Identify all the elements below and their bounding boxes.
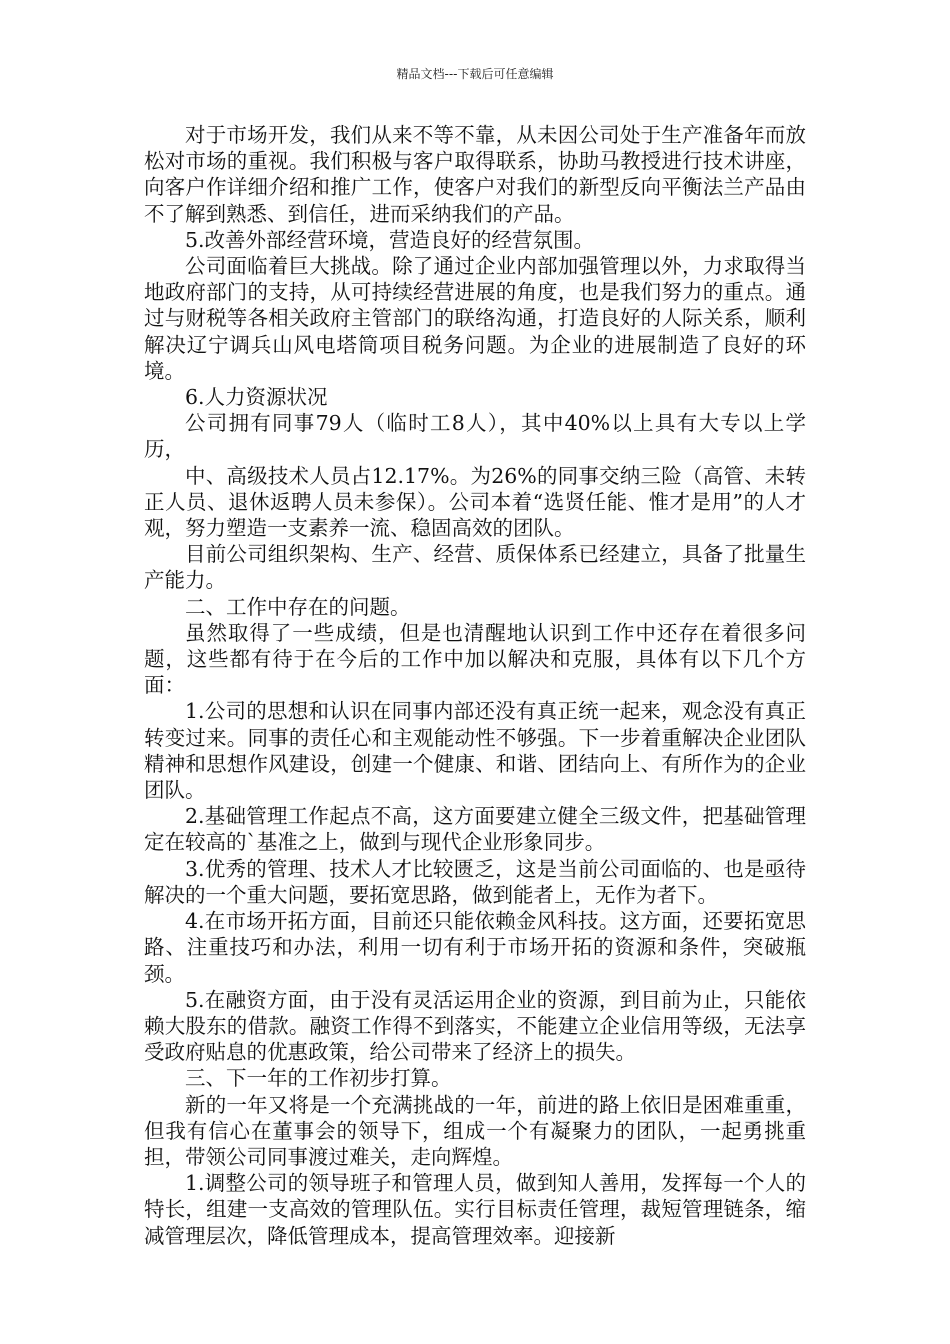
document-body xyxy=(144,122,806,1249)
paragraph-organization: 目前公司组织架构、生产、经营、质保体系已经建立，具备了批量生产能力。 xyxy=(144,542,806,593)
paragraph-problem-3: 3.优秀的管理、技术人才比较匮乏，这是当前公司面临的、也是亟待解决的一个重大问题，要拓宽思路，做到能者上，无作为者下。 xyxy=(144,856,806,907)
paragraph-staff-count: 公司拥有同事79人（临时工8人），其中40%以上具有大专以上学历， xyxy=(144,411,806,462)
paragraph-problem-5: 5.在融资方面，由于没有灵活运用企业的资源，到目前为止，只能依赖大股东的借款。融资工作得不到落实，不能建立企业信用等级，无法享受政府贴息的优惠政策，给公司带来了经济上的损失。 xyxy=(144,987,806,1065)
paragraph-government-support: 公司面临着巨大挑战。除了通过企业内部加强管理以外，力求取得当地政府部门的支持，从可持续经营进展的角度，也是我们努力的重点。通过与财税等各相关政府主管部门的联络沟通，打造良好的人际关系，顺利解决辽宁调兵山风电塔筒项目税务问题。为企业的进展制造了良好的环境。 xyxy=(144,254,806,383)
paragraph-problem-2: 2.基础管理工作起点不高，这方面要建立健全三级文件，把基础管理定在较高的`基准之上，做到与现代企业形象同步。 xyxy=(144,804,806,855)
paragraph-problem-4: 4.在市场开拓方面，目前还只能依赖金风科技。这方面，还要拓宽思路、注重技巧和办法，利用一切有利于市场开拓的资源和条件，突破瓶颈。 xyxy=(144,909,806,986)
paragraph-plan-1: 1.调整公司的领导班子和管理人员，做到知人善用，发挥每一个人的特长，组建一支高效的管理队伍。实行目标责任管理，裁短管理链条，缩减管理层次，降低管理成本，提高管理效率。迎接新 xyxy=(144,1171,806,1248)
paragraph-problems-intro: 虽然取得了一些成绩，但是也清醒地认识到工作中还存在着很多问题，这些都有待于在今后的工作中加以解决和克服，具体有以下几个方面： xyxy=(144,620,806,698)
paragraph-technical-staff: 中、高级技术人员占12.17%。为26%的同事交纳三险（高管、未转正人员、退休返聘人员未参保）。公司本着“选贤任能、惟才是用”的人才观，努力塑造一支素养一流、稳固高效的团队。 xyxy=(144,463,806,541)
paragraph-next-year-intro: 新的一年又将是一个充满挑战的一年，前进的路上依旧是困难重重，但我有信心在董事会的领导下，组成一个有凝聚力的团队，一起勇挑重担，带领公司同事渡过难关，走向辉煌。 xyxy=(144,1092,806,1169)
paragraph-market-development: 对于市场开发，我们从来不等不靠，从未因公司处于生产准备年而放松对市场的重视。我们积极与客户取得联系，协助马教授进行技术讲座，向客户作详细介绍和推广工作，使客户对我们的新型反向平衡法兰产品由不了解到熟悉、到信任，进而采纳我们的产品。 xyxy=(144,123,806,226)
paragraph-heading-human-resources: 6.人力资源状况 xyxy=(185,385,328,410)
paragraph-heading-external-environment: 5.改善外部经营环境，营造良好的经营氛围。 xyxy=(185,227,595,252)
page-header: 精品文档---下载后可任意编辑 xyxy=(396,67,554,81)
paragraph-problem-1: 1.公司的思想和认识在同事内部还没有真正统一起来，观念没有真正转变过来。同事的责任心和主观能动性不够强。下一步着重解决企业团队精神和思想作风建设，创建一个健康、和谐、团结向上、有所作为的企业团队。 xyxy=(144,699,806,803)
paragraph-heading-next-year: 三、下一年的工作初步打算。 xyxy=(185,1066,452,1091)
paragraph-heading-problems: 二、工作中存在的问题。 xyxy=(185,594,411,619)
